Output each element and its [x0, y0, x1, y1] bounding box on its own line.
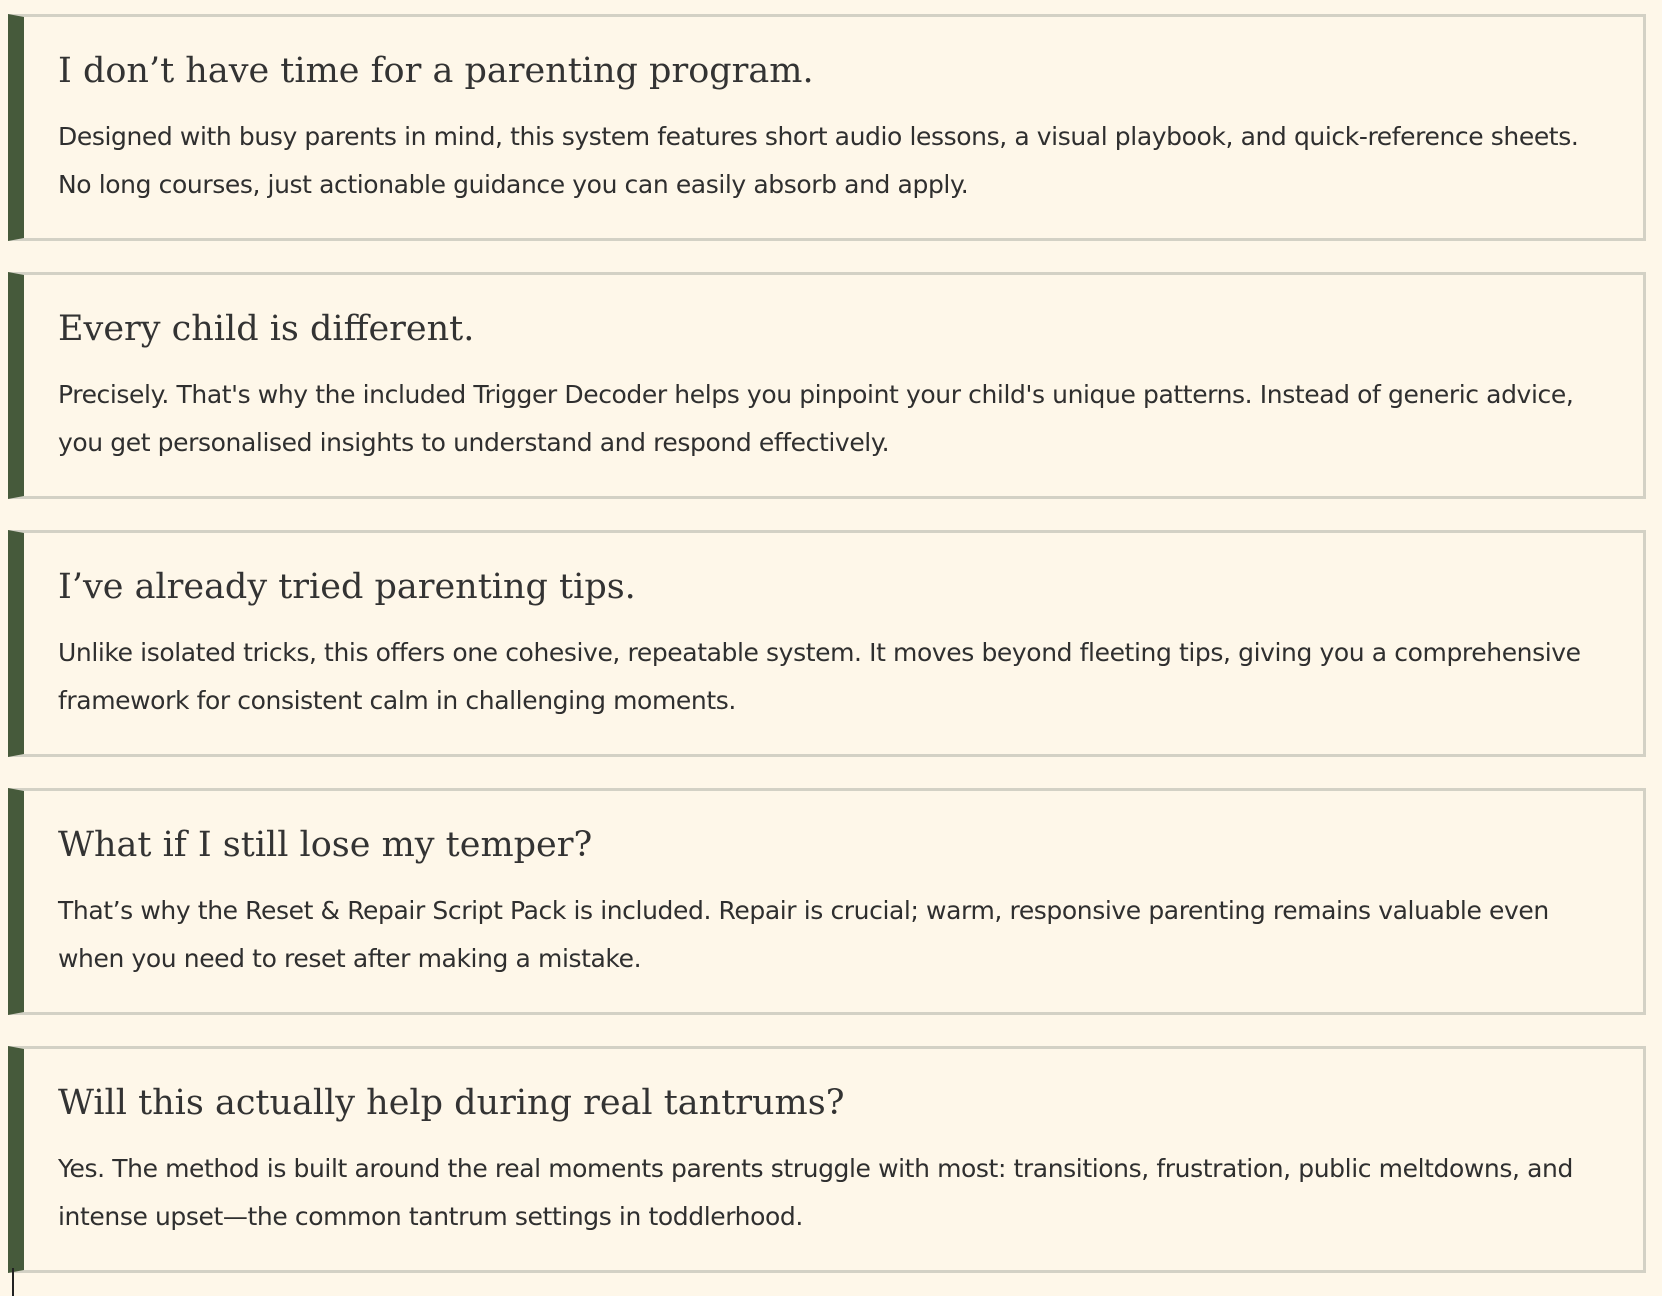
faq-answer: Precisely. That's why the included Trigger Decoder helps you pinpoint your child's unique patterns. Instead of generic advice, you get personalised insights to understand and respond effectively. — [58, 380, 1574, 457]
faq-item — [8, 14, 1646, 241]
faq-list — [8, 14, 1646, 1273]
faq-question: I’ve already tried parenting tips. — [58, 567, 636, 607]
faq-question: What if I still lose my temper? — [58, 825, 593, 865]
faq-answer: Designed with busy parents in mind, this system features short audio lessons, a visual playbook, and quick-reference sheets. No long courses, just actionable guidance you can easily absorb and apply. — [58, 122, 1579, 199]
faq-answer: That’s why the Reset & Repair Script Pack is included. Repair is crucial; warm, responsive parenting remains valuable even when you need to reset after making a mistake. — [58, 896, 1549, 973]
text-cursor — [12, 1268, 14, 1296]
faq-question: Will this actually help during real tantrums? — [58, 1083, 845, 1123]
faq-item — [8, 530, 1646, 757]
faq-question: I don’t have time for a parenting program. — [58, 51, 814, 91]
faq-item — [8, 272, 1646, 499]
faq-question: Every child is different. — [58, 309, 475, 349]
faq-item — [8, 1046, 1646, 1273]
faq-answer: Unlike isolated tricks, this offers one cohesive, repeatable system. It moves beyond fleeting tips, giving you a comprehensive framework for consistent calm in challenging moments. — [58, 638, 1581, 715]
faq-item — [8, 788, 1646, 1015]
faq-answer: Yes. The method is built around the real moments parents struggle with most: transitions, frustration, public meltdowns, and intense upset—the common tantrum settings in toddlerhood. — [58, 1154, 1573, 1231]
